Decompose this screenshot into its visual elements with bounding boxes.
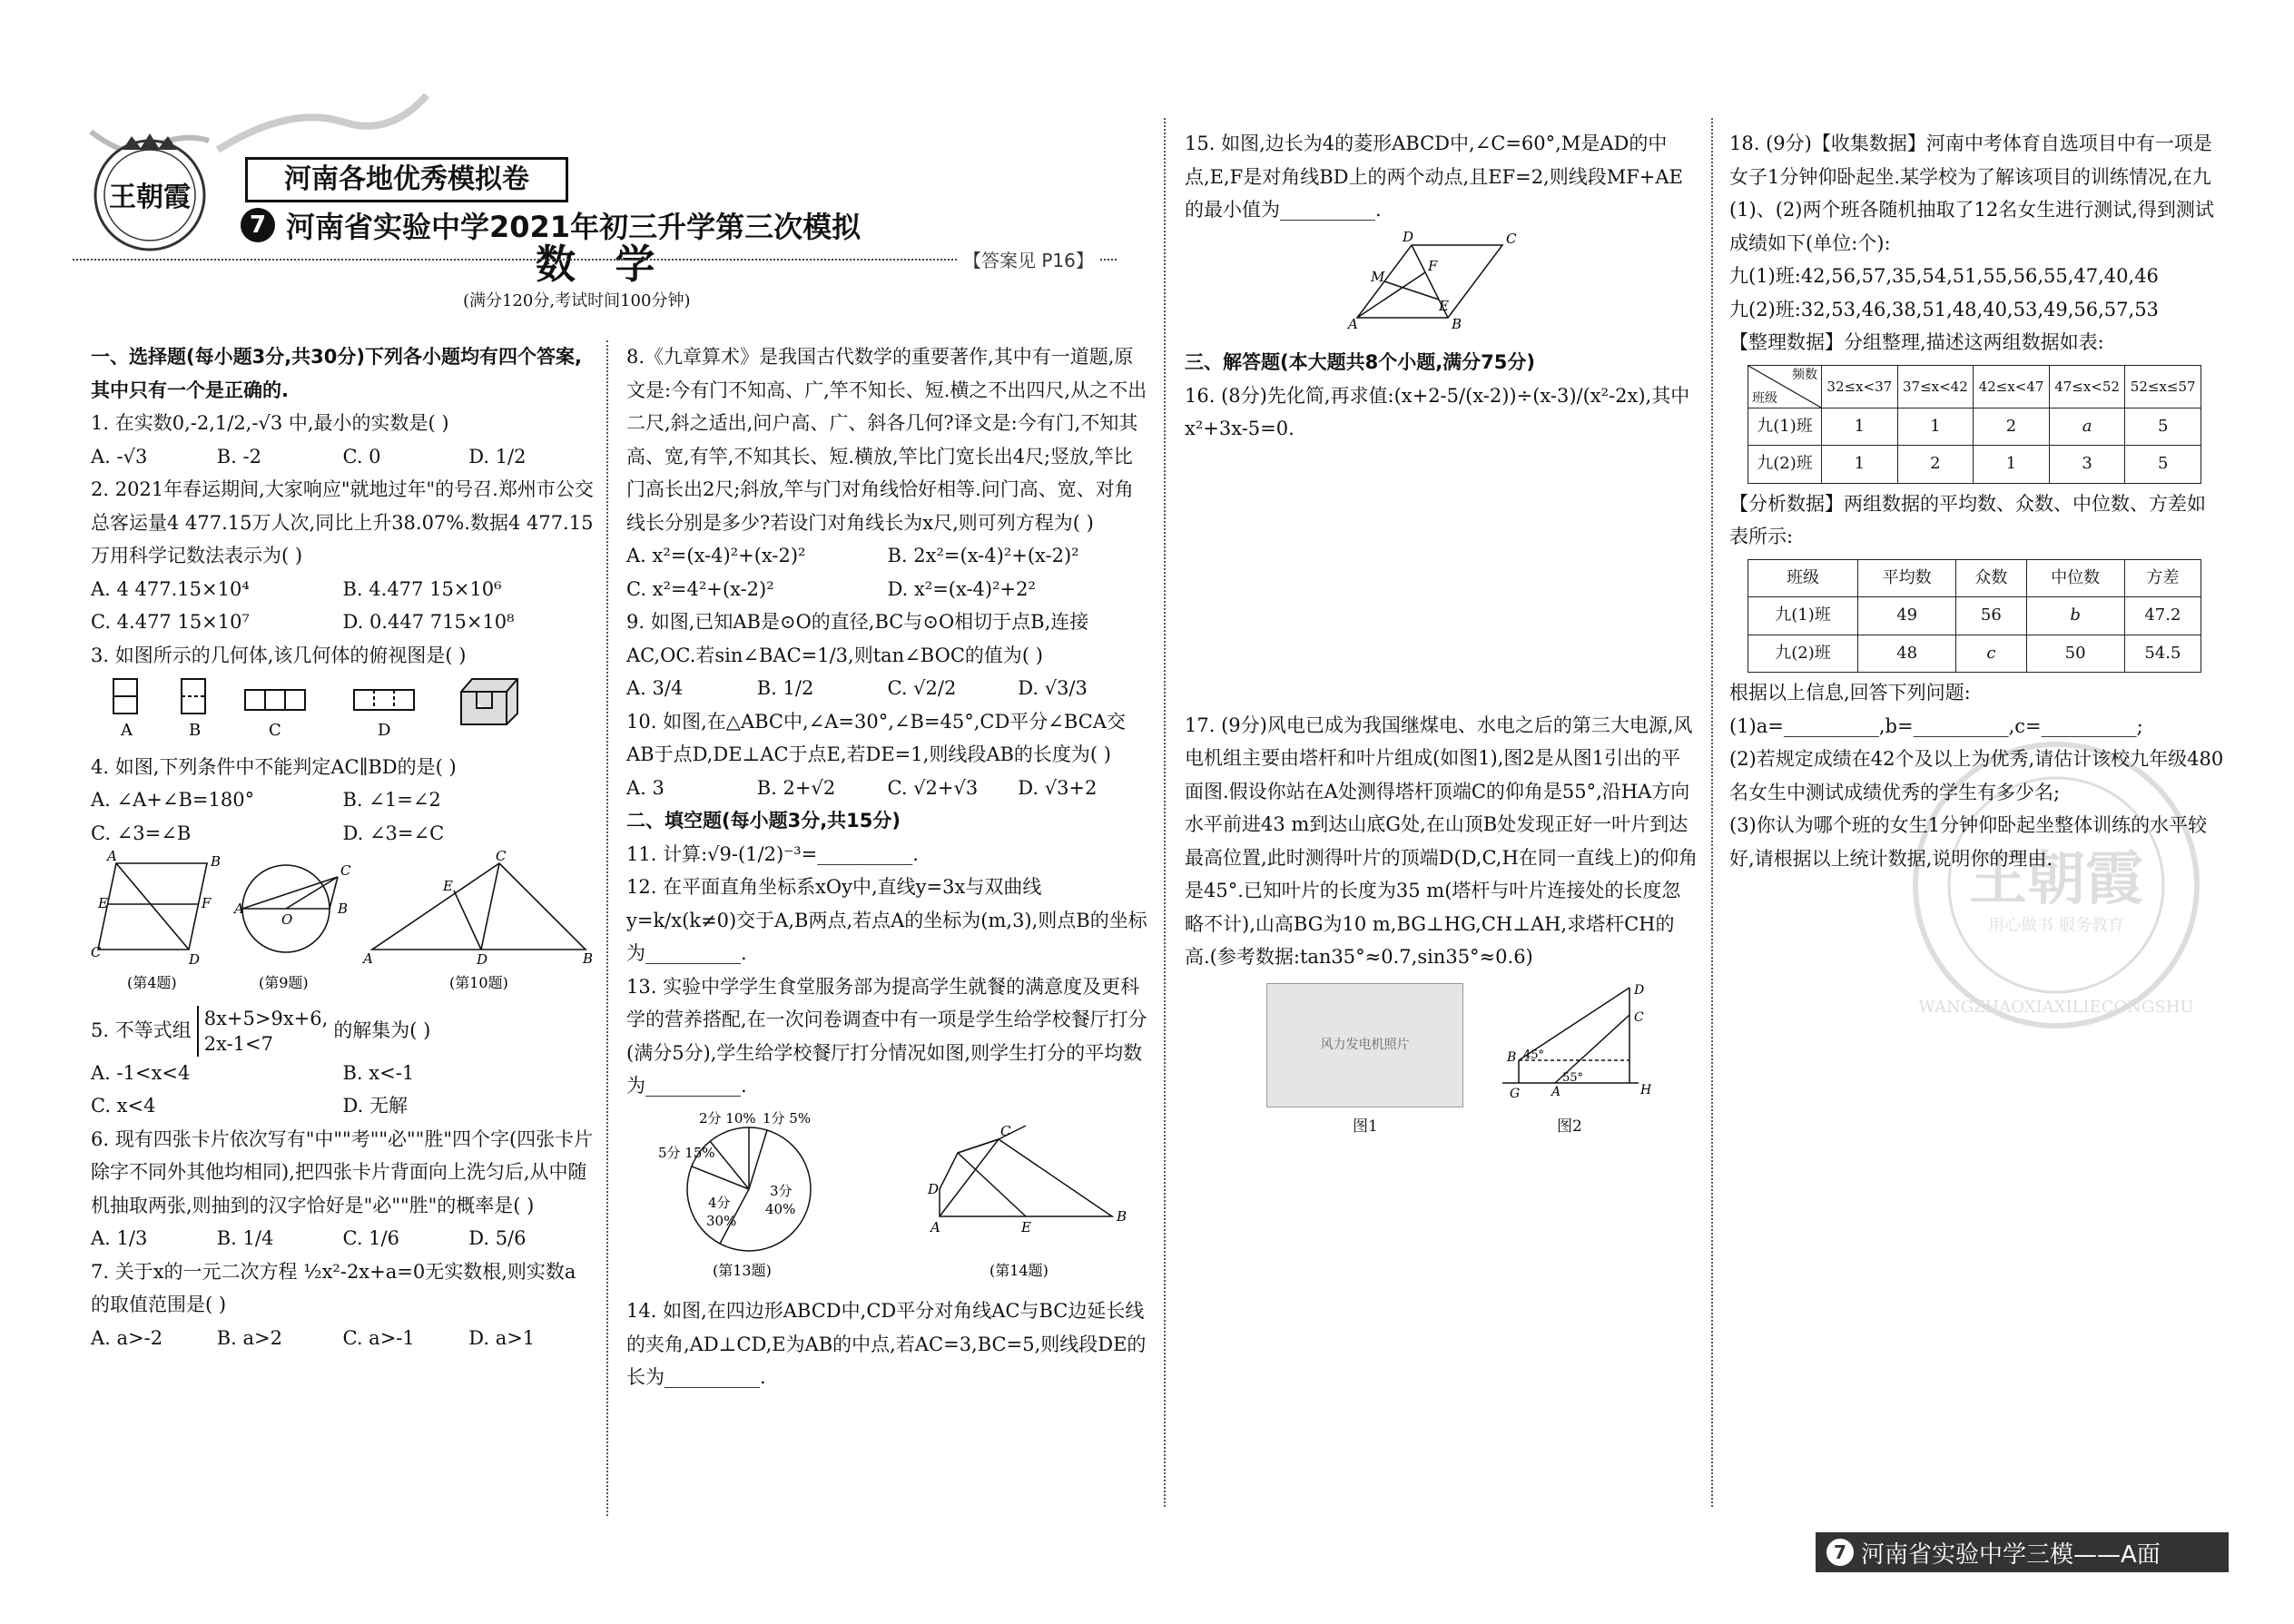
option: C. x<4: [91, 1095, 156, 1117]
column-divider-3: [1711, 118, 1713, 1507]
question-3-figures: [91, 672, 595, 740]
svg-text:F: F: [1428, 257, 1438, 274]
question-4: 4. 如图,下列条件中不能判定AC∥BD的是( ): [91, 755, 457, 778]
question-3: 3. 如图所示的几何体,该几何体的俯视图是( ): [91, 644, 467, 666]
figure-caption: 图1: [1353, 1117, 1378, 1136]
svg-text:B: B: [1452, 315, 1462, 332]
option: C. x²=4²+(x-2)²: [626, 577, 774, 600]
question-18-part-3: (3)你认为哪个班的女生1分钟仰卧起坐整体训练的水平较好,请根据以上统计数据,说明你的理由.: [1729, 814, 2208, 870]
organize-heading: 【整理数据】分组整理,描述这两组数据如表:: [1729, 331, 2104, 353]
table-header: 众数: [1956, 559, 2026, 597]
question-11: 11. 计算:√9-(1/2)⁻³=__________.: [626, 842, 919, 865]
publisher-watermark: [1906, 735, 2206, 1035]
option: D. 5/6: [468, 1227, 527, 1249]
pie-label: 1分 5%: [763, 1109, 812, 1127]
option: D. ∠3=∠C: [342, 822, 445, 844]
pie-label: 5分 15%: [658, 1144, 715, 1161]
option: B. -2: [216, 445, 261, 468]
table-header: 37≤x<42: [1897, 365, 1974, 408]
table-header: 方差: [2124, 559, 2200, 597]
footer-bar: [1816, 1532, 2229, 1572]
table-header: 班级: [1748, 559, 1858, 597]
option: D. x²=(x-4)²+2²: [887, 577, 1036, 600]
q5-ineq-1: 8x+5>9x+6,: [203, 1007, 329, 1029]
question-5: [91, 1006, 595, 1057]
frequency-table: [1748, 365, 2201, 484]
header: [73, 86, 1117, 322]
figures-4-9-10: [91, 850, 595, 995]
question-1: 1. 在实数0,-2,1/2,-√3 中,最小的实数是( ): [91, 412, 449, 434]
question-18-ask: 根据以上信息,回答下列问题:: [1729, 682, 1971, 704]
table-row: [1748, 446, 2201, 484]
question-8-options: [626, 539, 1148, 605]
question-16: 16. (8分)先化简,再求值:(x+2-5/(x-2))÷(x-3)/(x²-2x),其中x²+3x-5=0.: [1185, 384, 1690, 439]
option: B. 1/2: [756, 677, 814, 699]
table-cell: 1: [1974, 446, 2050, 484]
question-6: 6. 现有四张卡片依次写有"中""考""必""胜"四个字(四张卡片除字不同外其他均相同),把四张卡片背面向上洗匀后,从中随机抽取两张,则抽到的汉字恰好是"必""胜"的概率是( ): [91, 1127, 594, 1216]
option-label: C: [269, 721, 281, 740]
question-15: 15. 如图,边长为4的菱形ABCD中,∠C=60°,M是AD的中点,E,F是对角线BD上的两个动点,且EF=2,则线段MF+AE的最小值为__________.: [1185, 133, 1683, 221]
question-7: 7. 关于x的一元二次方程 ½x²-2x+a=0无实数根,则实数a的取值范围是( ): [91, 1260, 576, 1315]
question-4-options: [91, 783, 595, 850]
svg-text:A: A: [1551, 1084, 1561, 1099]
table-cell: 1: [1897, 408, 1974, 446]
option: C. √2+√3: [887, 776, 979, 799]
svg-text:F: F: [202, 895, 212, 911]
option-label: B: [189, 721, 202, 740]
statistics-table: [1748, 559, 2201, 674]
table-header: 平均数: [1858, 559, 1956, 597]
q5-system: [197, 1006, 329, 1057]
svg-text:B: B: [1117, 1207, 1127, 1225]
option: D. 0.447 715×10⁸: [342, 611, 515, 633]
section-2-heading: 二、填空题(每小题3分,共15分): [626, 810, 901, 832]
option-label: A: [121, 721, 133, 740]
svg-text:O: O: [281, 911, 293, 928]
option: D. 1/2: [468, 445, 527, 468]
section-3-heading: 三、解答题(本大题共8个小题,满分75分): [1185, 351, 1536, 373]
option: B. 2+√2: [756, 776, 836, 799]
svg-text:45°: 45°: [1523, 1048, 1545, 1062]
watermark-text: 王朝霞: [1969, 845, 2143, 913]
option: A. x²=(x-4)²+(x-2)²: [626, 545, 806, 566]
table-header: 52≤x≤57: [2125, 365, 2201, 408]
pie-label: 40%: [765, 1200, 796, 1217]
answer-space: [1185, 446, 1698, 709]
corner-top: 频数: [1792, 367, 1817, 382]
table-cell: 50: [2026, 635, 2124, 673]
table-cell: 47.2: [2124, 597, 2200, 635]
option: B. 2x²=(x-4)²+(x-2)²: [887, 545, 1079, 566]
question-9-options: [626, 672, 1148, 705]
figure-caption: (第14题): [989, 1261, 1049, 1279]
series-label: 河南各地优秀模拟卷: [245, 157, 568, 202]
footer-text: 河南省实验中学三模——A面: [1861, 1540, 2161, 1569]
option: A. -1<x<4: [91, 1061, 191, 1084]
question-18-intro: 18. (9分)【收集数据】河南中考体育自选项目中有一项是女子1分钟仰卧起坐.某学校为了解该项目的训练情况,在九(1)、(2)两个班各随机抽取了12名女生进行测试,得到测试成绩如下(单位:个):: [1729, 133, 2214, 254]
option: D. a>1: [468, 1326, 536, 1349]
option: B. 4.477 15×10⁶: [342, 577, 502, 600]
footer-number-badge: 7: [1826, 1539, 1854, 1566]
table-cell: 1: [1822, 408, 1898, 446]
svg-text:G: G: [1510, 1086, 1521, 1101]
question-7-options: [91, 1322, 595, 1355]
section-1-heading: 一、选择题(每小题3分,共30分)下列各小题均有四个答案,其中只有一个是正确的.: [91, 346, 582, 401]
svg-text:D: D: [189, 951, 201, 968]
table-cell: 56: [1956, 597, 2026, 635]
question-10: 10. 如图,在△ABC中,∠A=30°,∠B=45°,CD平分∠BCA交AB于点D,DE⊥AC于点E,若DE=1,则线段AB的长度为( ): [626, 710, 1126, 765]
svg-text:C: C: [1634, 1009, 1644, 1025]
column-2: [626, 340, 1148, 1394]
watermark-ring-text: WANGZHAOXIAXILIECONGSHU: [1918, 998, 2194, 1017]
option-label: D: [378, 721, 391, 740]
option: A. a>-2: [91, 1326, 163, 1349]
table-cell: 1: [1822, 446, 1898, 484]
column-4: [1729, 127, 2224, 1017]
column-divider-2: [1164, 118, 1166, 1507]
option: B. a>2: [216, 1326, 283, 1349]
svg-text:C: C: [340, 862, 351, 879]
q5-ineq-2: 2x-1<7: [203, 1032, 273, 1055]
table-cell: 5: [2125, 446, 2201, 484]
svg-text:D: D: [1634, 982, 1645, 998]
figure-caption: 图2: [1557, 1117, 1582, 1136]
answer-ref: 【答案见 P16】: [958, 246, 1099, 272]
option: A. 4 477.15×10⁴: [91, 577, 250, 600]
svg-text:D: D: [928, 1180, 940, 1197]
option: C. √2/2: [887, 677, 957, 699]
question-2-options: [91, 573, 595, 639]
q5-stem-a: 5. 不等式组: [91, 1019, 192, 1042]
svg-text:B: B: [211, 853, 222, 870]
table-header: 47≤x<52: [2049, 365, 2125, 408]
svg-text:E: E: [1021, 1218, 1031, 1235]
svg-text:C: C: [1506, 230, 1517, 247]
figure-17: [1185, 982, 1698, 1136]
pie-label: 4分: [708, 1194, 731, 1211]
question-13: 13. 实验中学学生食堂服务部为提高学生就餐的满意度及更科学的营养搭配,在一次问卷调查中有一项是学生给学校餐厅打分(满分5分),学生给学校餐厅打分情况如图,则学生打分的平均数为__________.: [626, 975, 1147, 1097]
pie-label: 30%: [706, 1212, 737, 1229]
class-1-data: 九(1)班:42,56,57,35,54,51,55,56,55,47,40,46: [1729, 265, 2159, 287]
table-row: [1748, 635, 2201, 673]
table-cell: 3: [2049, 446, 2125, 484]
svg-text:M: M: [1371, 268, 1385, 285]
option: B. ∠1=∠2: [342, 789, 441, 811]
svg-text:C: C: [496, 850, 507, 864]
option: C. 0: [342, 445, 381, 468]
table-cell: 九(1)班: [1748, 408, 1822, 446]
table-cell: 54.5: [2124, 635, 2200, 673]
column-1: [91, 340, 595, 1354]
column-3: [1185, 127, 1698, 1136]
svg-text:A: A: [363, 950, 373, 967]
option: C. 4.477 15×10⁷: [91, 611, 250, 633]
question-1-options: [91, 440, 595, 474]
figure-17-diagram: [1493, 983, 1657, 1110]
publisher-logo: [73, 123, 218, 277]
table-row: [1748, 597, 2201, 635]
pie-label: 2分 10%: [699, 1109, 756, 1127]
question-8: 8.《九章算术》是我国古代数学的重要著作,其中有一道题,原文是:今有门不知高、广,竿不知长、短.横之不出四尺,从之不出二尺,斜之适出,问户高、广、斜各几何?译文是:今有门,不知其高、宽,有竿,不知其长、短.横放,竿比门宽长出4尺;竖放,竿比门高长出2尺;斜放,竿与门对角线恰好相等.问门高、宽、对角线长分别是多少?若设门对角线长为x尺,则可列方程为( ): [626, 346, 1147, 534]
table-row: [1748, 408, 2201, 446]
figure-15: [1185, 227, 1698, 336]
svg-text:B: B: [583, 950, 594, 967]
option: A. ∠A+∠B=180°: [91, 789, 255, 811]
table-cell: 2: [1974, 408, 2050, 446]
question-9: 9. 如图,已知AB是⊙O的直径,BC与⊙O相切于点B,连接AC,OC.若sin∠BAC=1/3,则tan∠BOC的值为( ): [626, 611, 1089, 666]
svg-text:C: C: [1000, 1122, 1011, 1139]
question-10-options: [626, 772, 1148, 805]
svg-text:55°: 55°: [1562, 1070, 1584, 1085]
figure-caption: (第10题): [449, 974, 508, 991]
q5-stem-b: 的解集为( ): [333, 1019, 431, 1042]
ribbon-decoration: [209, 86, 436, 154]
table-cell: b: [2026, 597, 2124, 635]
exam-title: 河南省实验中学2021年初三升学第三次模拟: [286, 210, 861, 244]
class-2-data: 九(2)班:32,53,46,38,51,48,40,53,49,56,57,53: [1729, 298, 2159, 320]
table-header: 42≤x<47: [1974, 365, 2050, 408]
svg-text:D: D: [477, 951, 488, 968]
figure-caption: (第9题): [259, 974, 309, 991]
svg-text:E: E: [1439, 297, 1449, 314]
question-18-part-1: (1)a=__________,b=__________,c=__________;: [1729, 714, 2143, 737]
option: C. 1/6: [342, 1227, 399, 1249]
table-corner: [1748, 365, 1822, 408]
exam-number-badge: 7: [241, 208, 275, 242]
option: C. a>-1: [342, 1326, 415, 1349]
svg-text:A: A: [234, 901, 244, 917]
svg-text:B: B: [1507, 1049, 1517, 1065]
option: A. 1/3: [91, 1227, 148, 1249]
analyze-heading: 【分析数据】两组数据的平均数、众数、中位数、方差如表所示:: [1729, 492, 2206, 547]
corner-bottom: 班级: [1752, 390, 1777, 406]
question-17: 17. (9分)风电已成为我国继煤电、水电之后的第三大电源,风电机组主要由塔杆和叶片组成(如图1),图2是从图1引出的平面图.假设你站在A处测得塔杆顶端C的仰角是55°,沿HA方向水平前进43 m到达山底G处,在山顶B处发现正好一叶片到达最高位置,此时测得叶片的顶端D(D,C,H在同一直线上)的仰角是45°.已知叶片的长度为35 m(塔杆与叶片连接处的长度忽略不计),山高BG为10 m,BG⊥HG,CH⊥AH,求塔杆CH的高.(参考数据:tan35°≈0.7,sin35°≈0.6): [1185, 714, 1698, 968]
table-cell: 5: [2125, 408, 2201, 446]
svg-text:D: D: [1403, 228, 1414, 245]
option: A. 3: [626, 776, 665, 799]
svg-text:A: A: [107, 850, 117, 864]
option: D. √3+2: [1018, 776, 1098, 799]
svg-text:A: A: [930, 1218, 940, 1235]
table-header: 32≤x<37: [1822, 365, 1898, 408]
svg-text:B: B: [338, 901, 349, 917]
question-18-part-2: (2)若规定成绩在42个及以上为优秀,请估计该校九年级480名女生中测试成绩优秀的学生有多少名;: [1729, 748, 2224, 803]
logo-text: 王朝霞: [109, 182, 191, 213]
table-cell: 九(2)班: [1748, 635, 1858, 673]
figures-13-14: [626, 1103, 1148, 1284]
table-cell: 48: [1858, 635, 1956, 673]
option: C. ∠3=∠B: [91, 822, 192, 844]
question-5-options: [91, 1057, 595, 1123]
option: B. x<-1: [342, 1061, 415, 1084]
question-2: 2. 2021年春运期间,大家响应"就地过年"的号召.郑州市公交总客运量4 477.15万人次,同比上升38.07%.数据4 477.15万用科学记数法表示为( ): [91, 478, 594, 566]
exam-info: (满分120分,考试时间100分钟): [463, 291, 691, 310]
option: B. 1/4: [216, 1227, 274, 1249]
table-cell: 九(2)班: [1748, 446, 1822, 484]
option: A. 3/4: [626, 677, 684, 699]
question-14: 14. 如图,在四边形ABCD中,CD平分对角线AC与BC边延长线的夹角,AD⊥CD,E为AB的中点,若AC=3,BC=5,则线段DE的长为__________.: [626, 1300, 1147, 1388]
svg-text:E: E: [98, 895, 108, 911]
option: D. 无解: [342, 1095, 408, 1117]
svg-text:C: C: [91, 944, 102, 960]
pie-label: 3分: [770, 1182, 793, 1199]
table-cell: 49: [1858, 597, 1956, 635]
table-header: 中位数: [2026, 559, 2124, 597]
table-cell: c: [1956, 635, 2026, 673]
table-cell: a: [2049, 408, 2125, 446]
option: A. -√3: [91, 445, 148, 468]
question-12: 12. 在平面直角坐标系xOy中,直线y=3x与双曲线y=k/x(k≠0)交于A,B两点,若点A的坐标为(m,3),则点B的坐标为__________.: [626, 876, 1147, 964]
svg-text:H: H: [1640, 1082, 1652, 1097]
table-cell: 九(1)班: [1748, 597, 1858, 635]
svg-text:E: E: [443, 878, 453, 894]
subject-title: 数 学: [536, 241, 668, 288]
question-6-options: [91, 1222, 595, 1255]
figure-caption: (第13题): [713, 1261, 772, 1279]
wind-turbine-photo: 风力发电机照片: [1266, 983, 1463, 1107]
option: D. √3/3: [1018, 677, 1088, 699]
figure-caption: (第4题): [127, 974, 177, 991]
svg-text:A: A: [1348, 315, 1358, 332]
column-divider-1: [606, 340, 608, 1516]
table-cell: 2: [1897, 446, 1974, 484]
watermark-subtext: 用心做书 服务教育: [1988, 916, 2124, 935]
